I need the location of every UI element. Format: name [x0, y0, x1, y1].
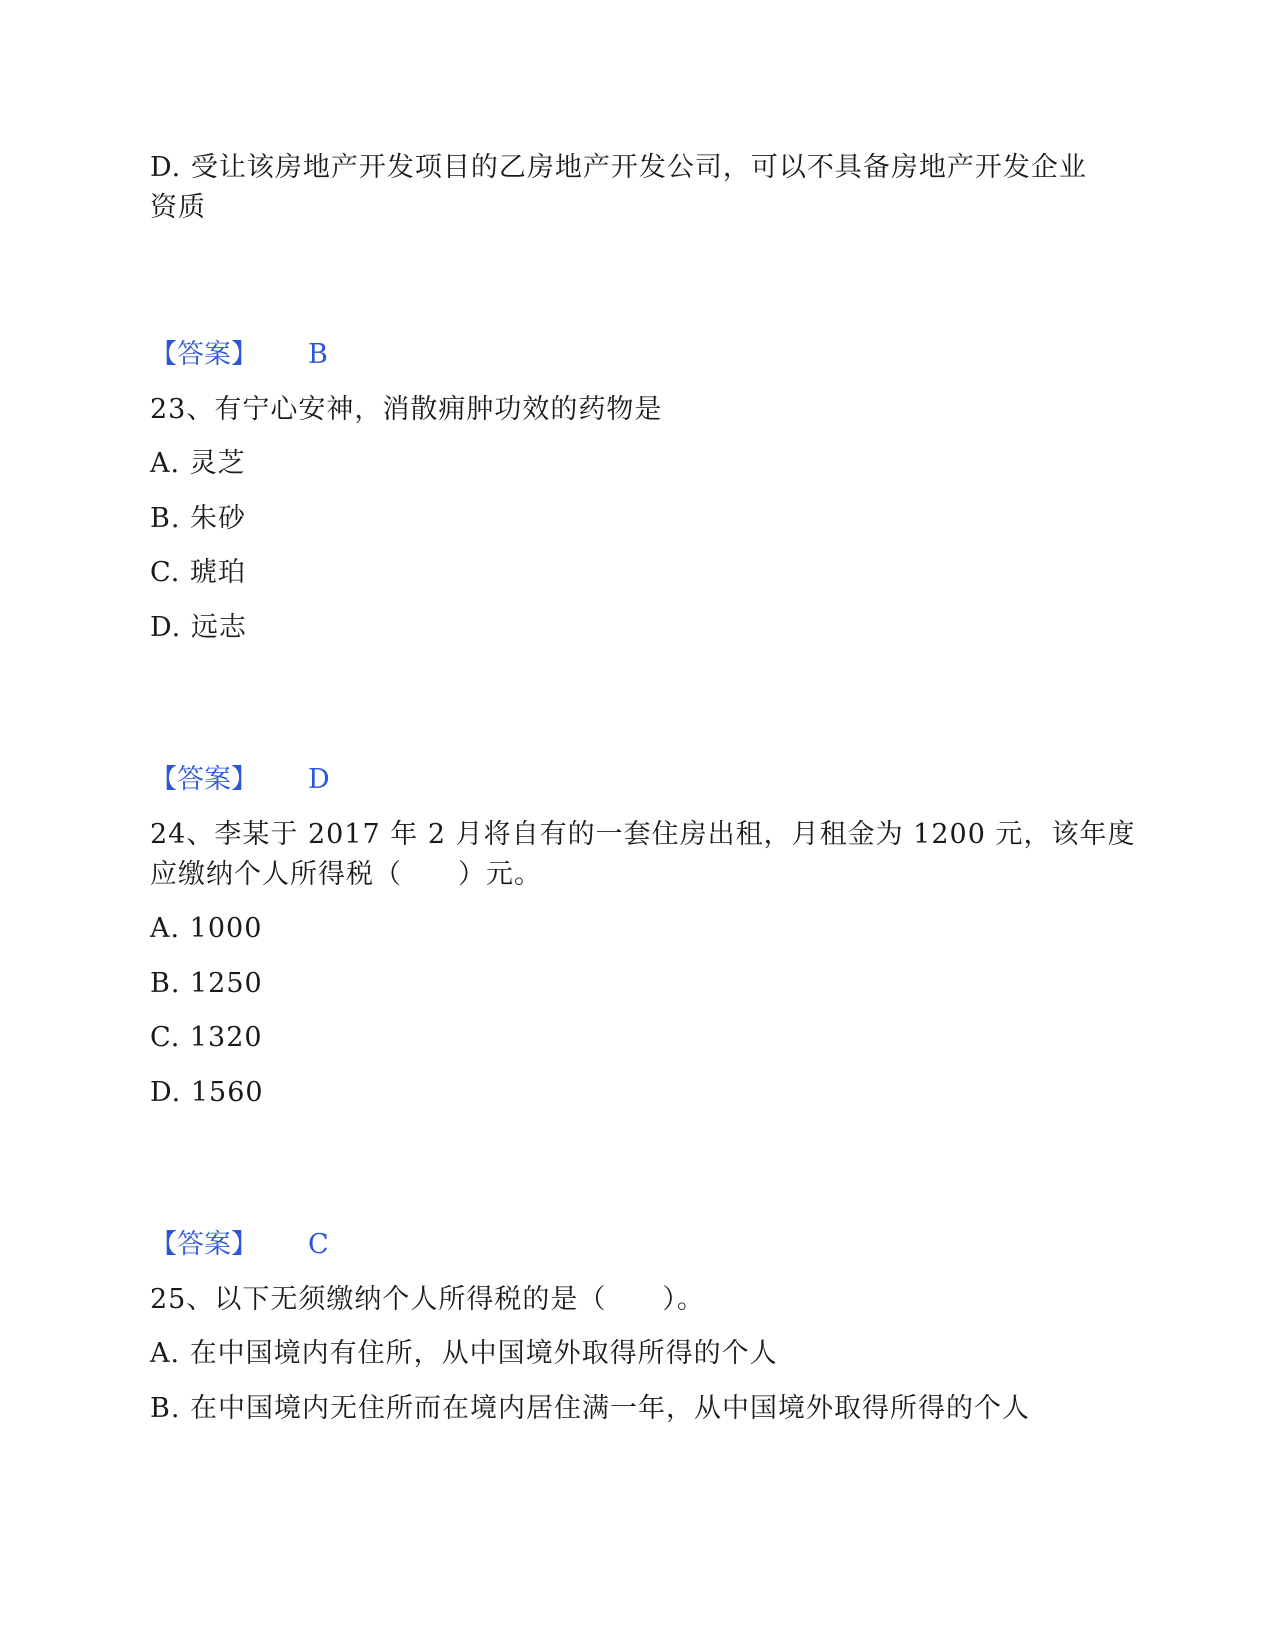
answer-value: B	[308, 339, 328, 370]
q23-option-b: B. 朱砂	[150, 503, 247, 534]
prev-option-d-line1: D. 受让该房地产开发项目的乙房地产开发公司，可以不具备房地产开发企业	[150, 152, 1087, 183]
answer-value: D	[308, 764, 330, 795]
answer-label: 【答案】	[150, 339, 258, 370]
q24-stem-line1: 24、李某于 2017 年 2 月将自有的一套住房出租，月租金为 1200 元，该年度	[150, 819, 1136, 850]
answer-block-3	[150, 1225, 329, 1265]
answer-block-1	[150, 335, 328, 375]
q24-option-b: B. 1250	[150, 968, 263, 999]
q23-option-c: C. 琥珀	[150, 557, 246, 588]
q25-option-b: B. 在中国境内无住所而在境内居住满一年，从中国境外取得所得的个人	[150, 1393, 1031, 1424]
q23-stem: 23、有宁心安神，消散痈肿功效的药物是	[150, 394, 663, 425]
q24-stem-line2: 应缴纳个人所得税（ ）元。	[150, 859, 542, 890]
q25-option-a: A. 在中国境内有住所，从中国境外取得所得的个人	[150, 1338, 778, 1369]
prev-option-d-line2: 资质	[150, 192, 206, 223]
q24-option-d: D. 1560	[150, 1077, 264, 1108]
answer-label: 【答案】	[150, 764, 258, 795]
q24-option-a: A. 1000	[150, 913, 263, 944]
q23-option-a: A. 灵芝	[150, 448, 246, 479]
answer-block-2	[150, 760, 330, 800]
q24-option-c: C. 1320	[150, 1022, 263, 1053]
answer-label: 【答案】	[150, 1229, 258, 1260]
answer-value: C	[308, 1229, 329, 1260]
q23-option-d: D. 远志	[150, 612, 247, 643]
q25-stem: 25、以下无须缴纳个人所得税的是（ ）。	[150, 1284, 705, 1315]
